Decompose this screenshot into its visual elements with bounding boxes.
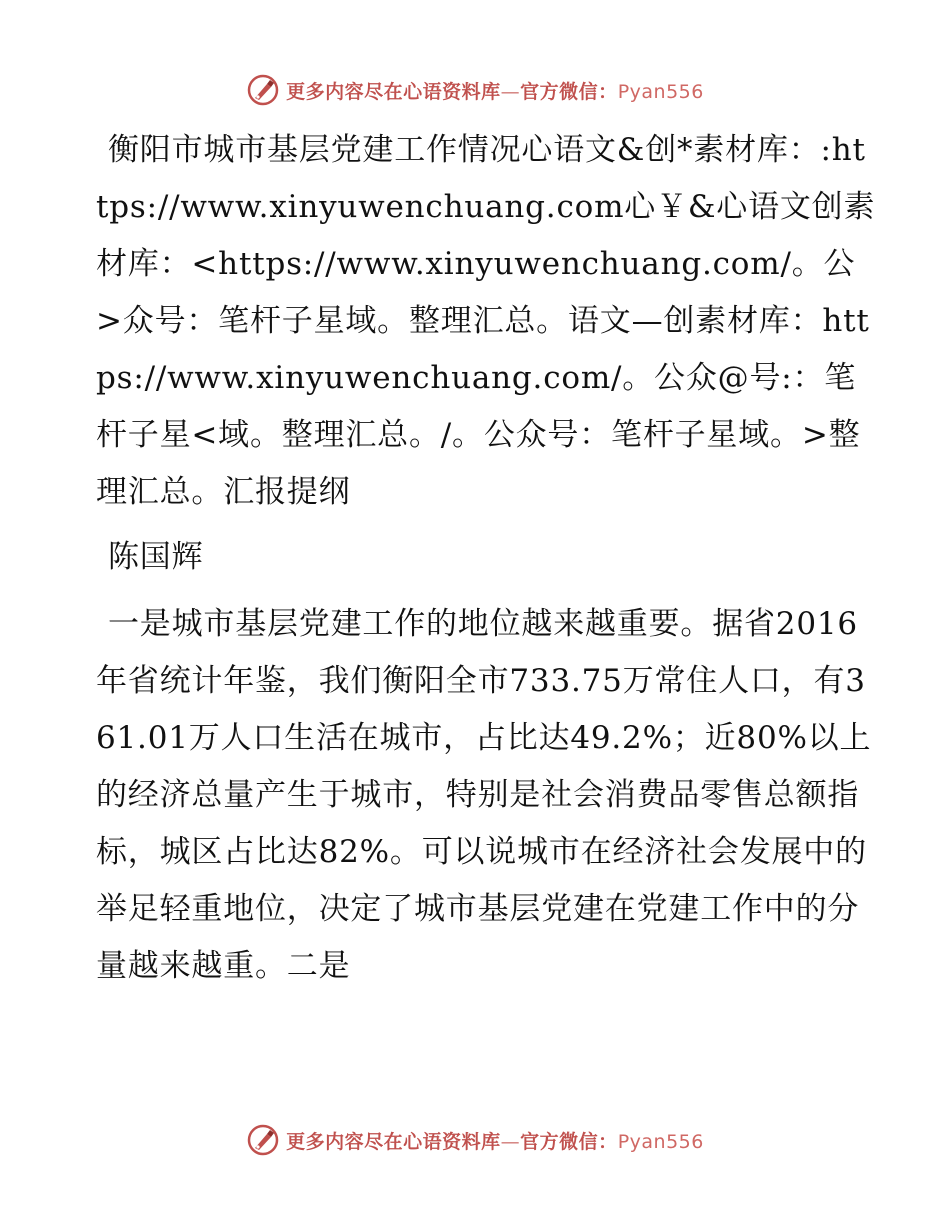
banner-dash: —	[500, 1130, 521, 1153]
fountain-pen-logo-icon	[246, 1123, 280, 1157]
banner-text	[286, 1127, 704, 1154]
fountain-pen-logo-icon	[246, 73, 280, 107]
document-body	[96, 122, 876, 995]
body-paragraph: 一是城市基层党建工作的地位越来越重要。据省2016年省统计年鉴，我们衡阳全市733.75万常住人口，有361.01万人口生活在城市，占比达49.2%；近80%以上的经济总量产生于城市，特别是社会消费品零售总额指标，城区占比达82%。可以说城市在经济社会发展中的举足轻重地位，决定了城市基层党建在党建工作中的分量越来越重。二是	[96, 606, 872, 984]
banner-official-label: 官方微信：	[520, 80, 618, 103]
banner-dash: —	[500, 80, 521, 103]
header-banner	[0, 70, 950, 110]
banner-wechat-id: Pyan556	[617, 80, 704, 103]
banner-text	[286, 77, 704, 104]
title-paragraph: 衡阳市城市基层党建工作情况心语文&创*素材库：:https://www.xinyuwenchuang.com心￥&心语文创素材库：<https://www.xinyuwenchuang.com/。公>众号：笔杆子星域。整理汇总。语文—创素材库：https://www.xinyuwenchuang.com/。公众@号:：笔杆子星<域。整理汇总。/。公众号：笔杆子星域。>整理汇总。汇报提纲	[96, 132, 876, 510]
footer-banner	[0, 1120, 950, 1160]
banner-wechat-id: Pyan556	[617, 1130, 704, 1153]
author-name: 陈国辉	[108, 539, 204, 575]
banner-library-name: 更多内容尽在心语资料库	[286, 1130, 501, 1153]
banner-library-name: 更多内容尽在心语资料库	[286, 80, 501, 103]
banner-official-label: 官方微信：	[520, 1130, 618, 1153]
